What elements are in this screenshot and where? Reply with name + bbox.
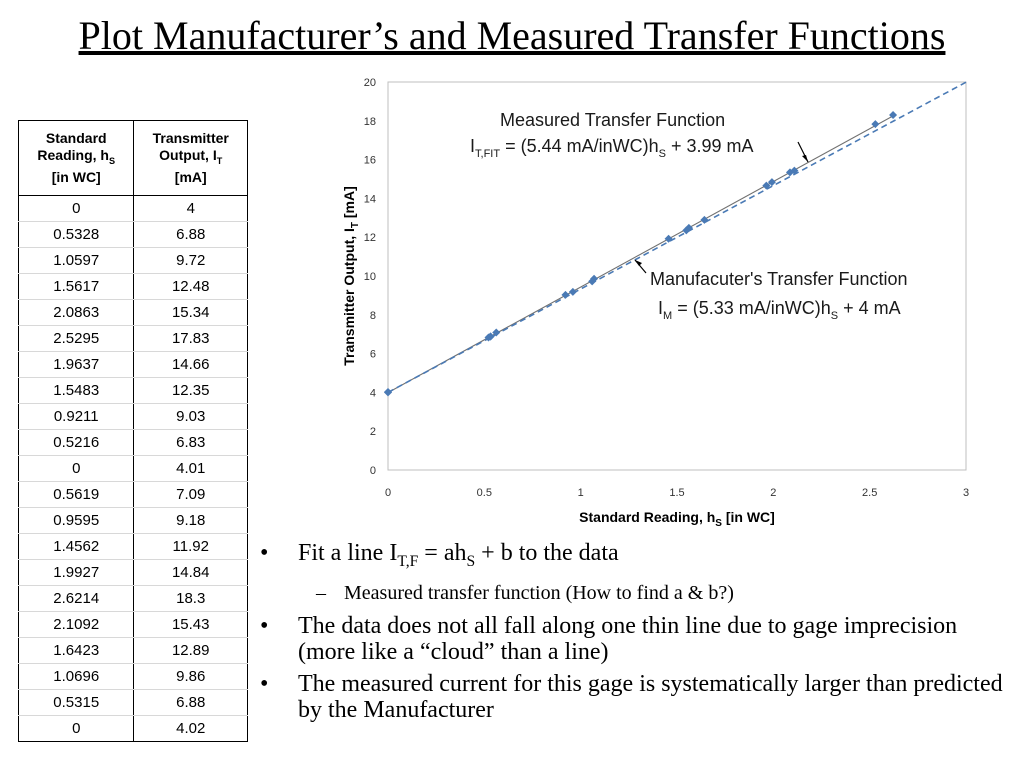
measured-annotation-equation: $I_{T,FIT} = (5.44$ $mA/inWC)h_S + 3.99$ mA bbox=[470, 136, 754, 160]
table-row bbox=[19, 404, 248, 430]
table-row bbox=[19, 560, 248, 586]
cell-standard-reading: 0.5328 bbox=[19, 222, 134, 248]
table-row bbox=[19, 664, 248, 690]
cell-standard-reading: 0.5619 bbox=[19, 482, 134, 508]
cell-transmitter-output: 7.09 bbox=[134, 482, 248, 508]
sub-bullet-measured-transfer: – Measured transfer function (How to find a & b?) bbox=[316, 581, 734, 604]
cell-standard-reading: 2.0863 bbox=[19, 300, 134, 326]
data-table bbox=[18, 120, 248, 742]
cell-transmitter-output: 12.48 bbox=[134, 274, 248, 300]
cell-standard-reading: 0.9595 bbox=[19, 508, 134, 534]
cell-standard-reading: 2.6214 bbox=[19, 586, 134, 612]
cell-standard-reading: 1.4562 bbox=[19, 534, 134, 560]
manufacturer-annotation-arrowhead bbox=[635, 260, 642, 266]
cell-standard-reading: 0 bbox=[19, 456, 134, 482]
table-row bbox=[19, 612, 248, 638]
cell-standard-reading: 0.5315 bbox=[19, 690, 134, 716]
cell-standard-reading: 1.0597 bbox=[19, 248, 134, 274]
measured-fit-line bbox=[388, 116, 893, 393]
x-tick-label: 2 bbox=[770, 487, 777, 499]
x-tick-label: 3 bbox=[962, 487, 970, 499]
manufacturer-annotation-title: Manufacuter's Transfer Function bbox=[650, 269, 908, 289]
header-sub: S bbox=[108, 155, 116, 166]
manufacturer-annotation bbox=[635, 260, 908, 322]
cell-transmitter-output: 12.89 bbox=[134, 638, 248, 664]
y-tick-label: 0 bbox=[369, 465, 376, 477]
table-row bbox=[19, 274, 248, 300]
table-row bbox=[19, 300, 248, 326]
cell-standard-reading: 2.1092 bbox=[19, 612, 134, 638]
table-row bbox=[19, 378, 248, 404]
cell-standard-reading: 1.0696 bbox=[19, 664, 134, 690]
y-tick-label: 16 bbox=[363, 154, 376, 167]
cell-standard-reading: 0 bbox=[19, 716, 134, 742]
cell-transmitter-output: 15.34 bbox=[134, 300, 248, 326]
cell-transmitter-output: 15.43 bbox=[134, 612, 248, 638]
table-row bbox=[19, 196, 248, 222]
cell-standard-reading: 0.9211 bbox=[19, 404, 134, 430]
cell-transmitter-output: 4.01 bbox=[134, 456, 248, 482]
data-point bbox=[384, 388, 392, 396]
measured-annotation-arrowhead bbox=[802, 155, 808, 162]
cell-transmitter-output: 4 bbox=[134, 196, 248, 222]
slide-title: Plot Manufacturer’s and Measured Transfer Functions bbox=[78, 13, 946, 58]
header-line: Transmitter bbox=[152, 129, 229, 146]
cell-transmitter-output: 12.35 bbox=[134, 378, 248, 404]
y-tick-label: 2 bbox=[369, 426, 376, 439]
header-line: [in WC] bbox=[51, 169, 101, 186]
table-row bbox=[19, 586, 248, 612]
table-row bbox=[19, 482, 248, 508]
y-tick-label: 8 bbox=[369, 309, 376, 322]
table-row bbox=[19, 222, 248, 248]
table-row bbox=[19, 716, 248, 742]
table-row bbox=[19, 352, 248, 378]
data-point bbox=[569, 288, 577, 296]
header-line: Output, I bbox=[159, 146, 217, 163]
table-row bbox=[19, 430, 248, 456]
table-row bbox=[19, 326, 248, 352]
cell-transmitter-output: 14.84 bbox=[134, 560, 248, 586]
cell-transmitter-output: 9.72 bbox=[134, 248, 248, 274]
data-point bbox=[561, 291, 569, 299]
cell-transmitter-output: 4.02 bbox=[176, 720, 206, 737]
header-line: Standard bbox=[45, 129, 107, 146]
table-header-row bbox=[19, 121, 248, 196]
x-tick-label: 0.5 bbox=[476, 487, 492, 499]
table-row bbox=[19, 456, 248, 482]
y-tick-label: 20 bbox=[363, 77, 376, 89]
x-axis-title: Standard Reading, $h_S$ [in WC] bbox=[579, 509, 775, 529]
cell-transmitter-output: 6.83 bbox=[134, 430, 248, 456]
cell-standard-reading: 1.9637 bbox=[19, 352, 134, 378]
table-row bbox=[19, 638, 248, 664]
table-row bbox=[19, 508, 248, 534]
y-tick-label: 10 bbox=[363, 271, 376, 283]
measured-annotation bbox=[470, 110, 808, 162]
header-standard-reading bbox=[19, 121, 134, 196]
cell-transmitter-output: 9.18 bbox=[134, 508, 248, 534]
table-body bbox=[19, 196, 248, 742]
cell-transmitter-output: 18.3 bbox=[134, 586, 248, 612]
x-tick-label: 0 bbox=[384, 487, 392, 499]
y-tick-label: 6 bbox=[369, 348, 376, 361]
y-tick-label: 14 bbox=[363, 193, 376, 206]
header-transmitter-output bbox=[134, 121, 248, 196]
cell-standard-reading: 1.5617 bbox=[19, 274, 134, 300]
y-tick-label: 18 bbox=[363, 115, 376, 128]
cell-transmitter-output: 9.86 bbox=[134, 664, 248, 690]
bullet-imprecision: • The data does not all fall along one thin line due to gage imprecision (more like a “cloud” than a line) bbox=[260, 612, 958, 665]
header-line: [mA] bbox=[174, 169, 207, 186]
cell-standard-reading: 0.5216 bbox=[19, 430, 134, 456]
data-point bbox=[665, 235, 673, 243]
table-row bbox=[19, 248, 248, 274]
cell-transmitter-output: 6.88 bbox=[134, 222, 248, 248]
bullet-list bbox=[256, 540, 1016, 729]
cell-transmitter-output: 11.92 bbox=[134, 534, 248, 560]
transfer-function-chart bbox=[330, 70, 990, 540]
y-axis-title: Transmitter Output, $I_T$ [mA] bbox=[341, 186, 361, 366]
y-tick-label: 4 bbox=[369, 387, 376, 400]
table-row bbox=[19, 690, 248, 716]
bullet-fit-line: • Fit a line $I_{T,F} = ah_S + b$ to the data bbox=[260, 540, 619, 570]
cell-standard-reading: 2.5295 bbox=[19, 326, 134, 352]
header-sub: T bbox=[216, 155, 223, 166]
cell-standard-reading: 1.5483 bbox=[19, 378, 134, 404]
cell-transmitter-output: 9.03 bbox=[134, 404, 248, 430]
header-line: Reading, h bbox=[37, 146, 109, 163]
measured-annotation-title: Measured Transfer Function bbox=[500, 110, 726, 130]
y-tick-label: 12 bbox=[363, 232, 376, 245]
table-row bbox=[19, 534, 248, 560]
cell-transmitter-output: 17.83 bbox=[134, 326, 248, 352]
cell-transmitter-output: 6.88 bbox=[134, 690, 248, 716]
x-tick-label: 2.5 bbox=[862, 487, 878, 499]
x-tick-label: 1.5 bbox=[669, 487, 685, 499]
x-tick-label: 1 bbox=[577, 487, 584, 499]
bullet-systematic: • The measured current for this gage is systematically larger than predicted by the Manufacturer bbox=[260, 670, 1003, 723]
manufacturer-annotation-equation: $I_M = (5.33$ $mA/inWC)h_S + 4$ mA bbox=[658, 298, 901, 322]
cell-standard-reading: 1.6423 bbox=[19, 638, 134, 664]
cell-transmitter-output: 14.66 bbox=[134, 352, 248, 378]
cell-standard-reading: 0 bbox=[19, 196, 134, 222]
cell-standard-reading: 1.9927 bbox=[19, 560, 134, 586]
